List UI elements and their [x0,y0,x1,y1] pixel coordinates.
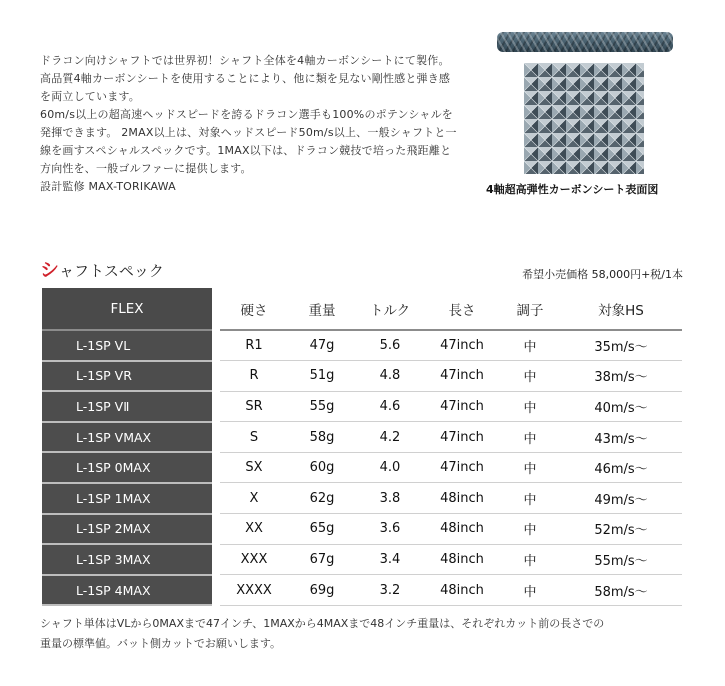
header-target-hs: 対象HS [560,288,682,330]
target-hs-cell: 52m/s〜 [560,514,682,545]
torque-cell: 3.2 [356,575,424,606]
table-row [42,483,682,514]
header-weight: 重量 [288,288,356,330]
flex-name-cell: L-1SP 0MAX [42,452,212,483]
target-hs-cell: 55m/s〜 [560,544,682,575]
header-flex: FLEX [42,288,212,330]
length-cell: 47inch [424,391,500,422]
row-gap [212,391,220,422]
flex-name-cell: L-1SP 3MAX [42,544,212,575]
length-cell: 48inch [424,575,500,606]
footnote [40,614,690,654]
torque-cell: 5.6 [356,330,424,361]
hardness-cell: R1 [220,330,288,361]
kick-point-cell: 中 [500,361,560,392]
length-cell: 47inch [424,330,500,361]
weight-cell: 65g [288,514,356,545]
kick-point-cell: 中 [500,544,560,575]
kick-point-cell: 中 [500,330,560,361]
table-row [42,361,682,392]
weight-cell: 67g [288,544,356,575]
header-length: 長さ [424,288,500,330]
intro-text [40,52,460,196]
torque-cell: 4.2 [356,422,424,453]
hardness-cell: SX [220,452,288,483]
hardness-cell: XXX [220,544,288,575]
weight-cell: 60g [288,452,356,483]
length-cell: 48inch [424,483,500,514]
kick-point-cell: 中 [500,514,560,545]
carbon-sheet-image [524,63,644,174]
target-hs-cell: 35m/s〜 [560,330,682,361]
row-gap [212,422,220,453]
target-hs-cell: 43m/s〜 [560,422,682,453]
spec-heading [40,255,164,282]
torque-cell: 3.8 [356,483,424,514]
flex-name-cell: L-1SP VL [42,330,212,361]
intro-paragraph-2: 60m/s以上の超高速ヘッドスピードを誇るドラコン選手も100%のポテンシャルを発揮できます。 2MAX以上は、対象ヘッドスピード50m/s以上、一般シャフトと一線を画すスペシャルスペックです。1MAX以下は、ドラコン競技で培った飛距離と方向性を、一般ゴルファーに提供します。 [40,108,457,175]
target-hs-cell: 38m/s〜 [560,361,682,392]
spec-heading-accent: シ [40,259,60,281]
table-row [42,575,682,606]
kick-point-cell: 中 [500,452,560,483]
intro-paragraph-1: ドラコン向けシャフトでは世界初！シャフト全体を4軸カーボンシートにて製作。高品質4軸カーボンシートを使用することにより、他に類を見ない剛性感と弾き感を両立しています。 [40,54,451,103]
target-hs-cell: 49m/s〜 [560,483,682,514]
hardness-cell: S [220,422,288,453]
kick-point-cell: 中 [500,391,560,422]
length-cell: 47inch [424,361,500,392]
row-gap [212,452,220,483]
table-row [42,422,682,453]
table-row [42,391,682,422]
spec-table-header [42,288,682,330]
weight-cell: 69g [288,575,356,606]
length-cell: 48inch [424,544,500,575]
flex-name-cell: L-1SP VⅡ [42,391,212,422]
weight-cell: 47g [288,330,356,361]
kick-point-cell: 中 [500,575,560,606]
header-gap [212,288,220,330]
kick-point-cell: 中 [500,483,560,514]
row-gap [212,575,220,606]
torque-cell: 4.8 [356,361,424,392]
flex-name-cell: L-1SP 2MAX [42,514,212,545]
shaft-image [497,32,673,52]
table-row [42,452,682,483]
table-row [42,514,682,545]
flex-name-cell: L-1SP VMAX [42,422,212,453]
footnote-line-2: 重量の標準値。バット側カットでお願いします。 [40,637,282,650]
torque-cell: 3.4 [356,544,424,575]
row-gap [212,330,220,361]
flex-name-cell: L-1SP 4MAX [42,575,212,606]
weight-cell: 51g [288,361,356,392]
header-kick-point: 調子 [500,288,560,330]
row-gap [212,544,220,575]
hardness-cell: R [220,361,288,392]
torque-cell: 4.0 [356,452,424,483]
row-gap [212,514,220,545]
torque-cell: 3.6 [356,514,424,545]
hardness-cell: XXXX [220,575,288,606]
table-row [42,544,682,575]
torque-cell: 4.6 [356,391,424,422]
carbon-sheet-caption: 4軸超高弾性カーボンシート表面図 [486,183,659,196]
flex-name-cell: L-1SP VR [42,361,212,392]
weight-cell: 55g [288,391,356,422]
length-cell: 48inch [424,514,500,545]
spec-heading-rest: ャフトスペック [59,262,164,280]
target-hs-cell: 40m/s〜 [560,391,682,422]
length-cell: 47inch [424,452,500,483]
weight-cell: 62g [288,483,356,514]
length-cell: 47inch [424,422,500,453]
row-gap [212,361,220,392]
kick-point-cell: 中 [500,422,560,453]
intro-supervisor: 設計監修 MAX-TORIKAWA [40,180,176,193]
row-gap [212,483,220,514]
header-hardness: 硬さ [220,288,288,330]
hardness-cell: XX [220,514,288,545]
footnote-line-1: シャフト単体はVLから0MAXまで47インチ、1MAXから4MAXまで48インチ重量は、それぞれカット前の長さでの [40,617,605,630]
weight-cell: 58g [288,422,356,453]
target-hs-cell: 46m/s〜 [560,452,682,483]
hardness-cell: SR [220,391,288,422]
target-hs-cell: 58m/s〜 [560,575,682,606]
header-torque: トルク [356,288,424,330]
retail-price: 希望小売価格 58,000円+税/1本 [522,268,683,281]
spec-table [42,288,682,606]
hardness-cell: X [220,483,288,514]
flex-name-cell: L-1SP 1MAX [42,483,212,514]
table-row [42,330,682,361]
